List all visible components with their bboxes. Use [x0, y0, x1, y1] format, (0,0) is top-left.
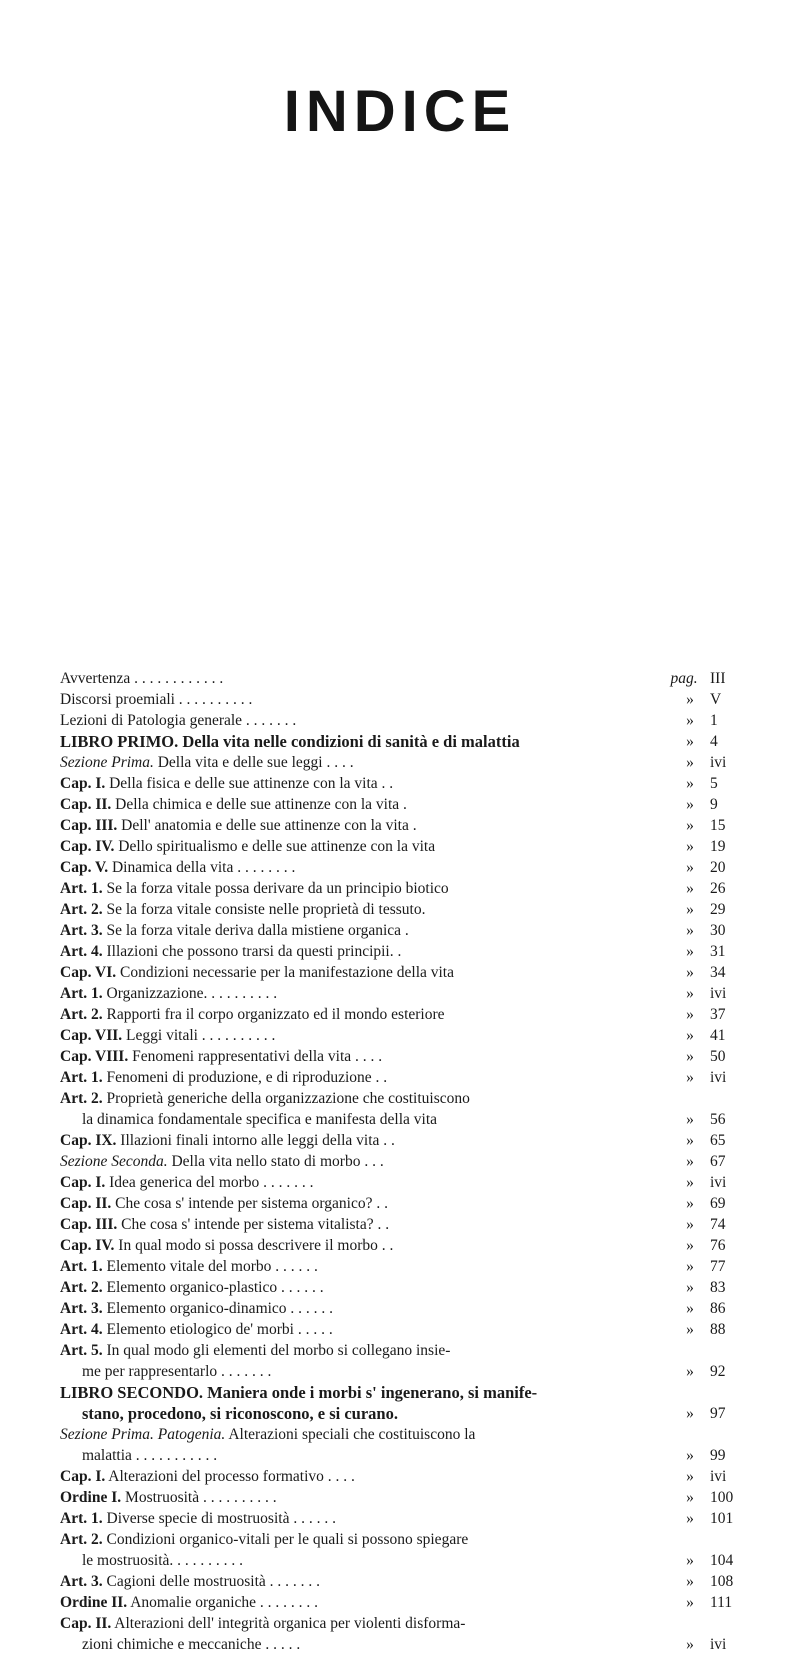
toc-entry	[60, 1424, 740, 1466]
toc-entry	[60, 710, 740, 731]
toc-entry-title: Dello spiritualismo e delle sue attinenze con la vita	[118, 838, 436, 855]
toc-entry-title-continued: zioni chimiche e meccaniche . . . . .	[82, 1636, 301, 1653]
toc-entry-label: Sezione Seconda.	[60, 1153, 168, 1170]
toc-entry-separator: »	[686, 1594, 694, 1611]
toc-entry-label: Cap. IV.	[60, 1237, 115, 1254]
toc-entry-label: Art. 5.	[60, 1342, 103, 1359]
toc-entry-page-number: 74	[710, 1216, 726, 1233]
toc-entry-title: Idea generica del morbo . . . . . . .	[109, 1174, 314, 1191]
toc-entry	[60, 1256, 740, 1277]
toc-entry-label: Sezione Prima. Patogenia.	[60, 1426, 226, 1443]
toc-entry-text	[60, 689, 676, 710]
toc-entry-page-number: 111	[710, 1594, 733, 1611]
toc-entry-page-number: 30	[710, 922, 726, 939]
toc-entry-title: Mostruosità . . . . . . . . . .	[125, 1489, 277, 1506]
toc-entry-title: Elemento organico-dinamico . . . . . .	[106, 1300, 334, 1317]
toc-entry-title: Se la forza vitale possa derivare da un principio biotico	[106, 880, 449, 897]
toc-entry-label: Cap. VIII.	[60, 1048, 129, 1065]
toc-entry	[60, 1067, 740, 1088]
toc-entry-page-number: 101	[710, 1510, 734, 1527]
toc-entry-text	[60, 1235, 676, 1256]
toc-entry-page-number: 100	[710, 1489, 734, 1506]
toc-entry-text	[60, 1130, 676, 1151]
toc-entry-page-number: 5	[710, 775, 718, 792]
toc-entry-title: Dell' anatomia e delle sue attinenze con la vita .	[121, 817, 417, 834]
toc-entry-separator: »	[686, 1636, 694, 1653]
toc-entry-page-number: 34	[710, 964, 726, 981]
toc-entry-title: Condizioni organico-vitali per le quali si possono spiegare	[106, 1531, 469, 1548]
toc-entry-text	[60, 1067, 676, 1088]
toc-entry-label: Art. 4.	[60, 1321, 103, 1338]
toc-entry-page-number: 37	[710, 1006, 726, 1023]
toc-entry-label: Art. 2.	[60, 1531, 103, 1548]
toc-entry-text	[60, 962, 676, 983]
toc-entry-page-number: 104	[710, 1552, 734, 1569]
toc-entry-text	[60, 983, 676, 1004]
toc-entry	[60, 1277, 740, 1298]
toc-entry-title: LIBRO SECONDO. Maniera onde i morbi s' ingenerano, si manife-	[60, 1383, 538, 1402]
toc-entry-separator: »	[686, 691, 694, 708]
toc-entry-title: Condizioni necessarie per la manifestazione della vita	[120, 964, 454, 981]
toc-entry	[60, 1487, 740, 1508]
toc-entry-separator: »	[686, 1405, 694, 1422]
toc-entry-separator: »	[686, 838, 694, 855]
toc-entry	[60, 1235, 740, 1256]
toc-entry-page-number: 69	[710, 1195, 726, 1212]
toc-entry-text	[60, 836, 676, 857]
toc-entry-separator: »	[686, 712, 694, 729]
toc-entry-title: Diverse specie di mostruosità . . . . . .	[106, 1510, 336, 1527]
toc-entry-page-number: ivi	[710, 754, 727, 771]
toc-entry-page-number: 99	[710, 1447, 726, 1464]
toc-entry	[60, 962, 740, 983]
toc-entry-title: Della vita e delle sue leggi . . . .	[157, 754, 354, 771]
toc-entry-label: Cap. I.	[60, 1468, 106, 1485]
toc-entry-separator: »	[686, 985, 694, 1002]
toc-entry-title: Cagioni delle mostruosità . . . . . . .	[106, 1573, 321, 1590]
toc-entry-text	[60, 1508, 676, 1529]
toc-entry-text	[60, 1340, 676, 1382]
toc-entry-separator: »	[686, 1027, 694, 1044]
toc-entry-title: Fenomeni rappresentativi della vita . . . .	[132, 1048, 383, 1065]
toc-entry	[60, 1046, 740, 1067]
toc-entry-label: Art. 1.	[60, 985, 103, 1002]
toc-entry-page-number: 9	[710, 796, 718, 813]
toc-entry-title: Leggi vitali . . . . . . . . . .	[126, 1027, 276, 1044]
toc-entry-title: Elemento vitale del morbo . . . . . .	[106, 1258, 318, 1275]
toc-entry-title: Elemento etiologico de' morbi . . . . .	[106, 1321, 333, 1338]
toc-entry	[60, 983, 740, 1004]
toc-entry-separator: »	[686, 1111, 694, 1128]
toc-entry-title: Alterazioni speciali che costituiscono la	[228, 1426, 476, 1443]
toc-entry-page-number: 92	[710, 1363, 726, 1380]
toc-entry	[60, 1613, 740, 1655]
toc-entry-separator: »	[686, 1510, 694, 1527]
toc-entry-label: Cap. VII.	[60, 1027, 123, 1044]
toc-entry-page-number: 97	[710, 1405, 726, 1422]
toc-entry	[60, 1319, 740, 1340]
toc-entry-title: LIBRO PRIMO. Della vita nelle condizioni di sanità e di malattia	[60, 732, 520, 751]
table-of-contents	[60, 668, 740, 1655]
toc-entry-text	[60, 668, 664, 689]
toc-entry-separator: »	[686, 1153, 694, 1170]
toc-entry-label: Art. 1.	[60, 1510, 103, 1527]
toc-entry-title: Che cosa s' intende per sistema organico? . .	[115, 1195, 388, 1212]
toc-entry-separator: »	[686, 964, 694, 981]
toc-entry-separator: pag.	[670, 670, 698, 687]
toc-entry-title: Proprietà generiche della organizzazione che costituiscono	[106, 1090, 470, 1107]
toc-entry-label: Art. 2.	[60, 1279, 103, 1296]
toc-entry-label: Cap. II.	[60, 796, 112, 813]
toc-entry-page-number: ivi	[710, 985, 727, 1002]
toc-entry-page-number: 29	[710, 901, 726, 918]
toc-entry-text	[60, 1613, 676, 1655]
toc-entry-separator: »	[686, 943, 694, 960]
toc-entry-text	[60, 794, 676, 815]
toc-entry-separator: »	[686, 1132, 694, 1149]
toc-entry-text	[60, 1277, 676, 1298]
toc-entry	[60, 752, 740, 773]
toc-entry-text	[60, 1172, 676, 1193]
toc-entry-page-number: 67	[710, 1153, 726, 1170]
toc-entry-label: Cap. IX.	[60, 1132, 117, 1149]
toc-entry	[60, 1214, 740, 1235]
toc-entry-text	[60, 1298, 676, 1319]
toc-entry	[60, 1340, 740, 1382]
toc-entry-label: Cap. V.	[60, 859, 109, 876]
toc-entry-title-continued: malattia . . . . . . . . . . .	[82, 1447, 218, 1464]
toc-entry-title: In qual modo si possa descrivere il morbo . .	[118, 1237, 394, 1254]
toc-entry-label: Art. 1.	[60, 880, 103, 897]
toc-entry	[60, 836, 740, 857]
toc-entry-title: Fenomeni di produzione, e di riproduzione . .	[106, 1069, 388, 1086]
toc-entry-separator: »	[686, 1468, 694, 1485]
toc-entry-separator: »	[686, 1552, 694, 1569]
toc-entry-separator: »	[686, 817, 694, 834]
toc-entry	[60, 1571, 740, 1592]
toc-entry-text	[60, 773, 676, 794]
toc-entry-text	[60, 1571, 676, 1592]
toc-entry-page-number: 1	[710, 712, 718, 729]
toc-entry-title: Rapporti fra il corpo organizzato ed il mondo esteriore	[106, 1006, 445, 1023]
toc-entry-label: Art. 1.	[60, 1258, 103, 1275]
toc-entry-separator: »	[686, 1321, 694, 1338]
toc-entry-page-number: 108	[710, 1573, 734, 1590]
toc-entry-page-number: 86	[710, 1300, 726, 1317]
toc-entry	[60, 1004, 740, 1025]
toc-entry	[60, 1508, 740, 1529]
toc-entry-title: Se la forza vitale deriva dalla mistiene organica .	[106, 922, 409, 939]
toc-entry-title: Della vita nello stato di morbo . . .	[171, 1153, 384, 1170]
toc-entry	[60, 773, 740, 794]
toc-entry-text	[60, 1214, 676, 1235]
toc-entry-title: Anomalie organiche . . . . . . . .	[130, 1594, 319, 1611]
toc-entry-title: Discorsi proemiali . . . . . . . . . .	[60, 691, 253, 708]
toc-entry-page-number: 4	[710, 733, 718, 750]
toc-entry-page-number: ivi	[710, 1174, 727, 1191]
toc-entry-text	[60, 1046, 676, 1067]
toc-entry	[60, 1151, 740, 1172]
toc-entry	[60, 1298, 740, 1319]
toc-entry-text	[60, 1193, 676, 1214]
toc-entry-text	[60, 815, 676, 836]
toc-entry-page-number: 77	[710, 1258, 726, 1275]
toc-entry	[60, 1130, 740, 1151]
toc-entry-label: Cap. VI.	[60, 964, 117, 981]
toc-entry	[60, 815, 740, 836]
toc-entry-label: Art. 2.	[60, 1006, 103, 1023]
toc-entry-text	[60, 878, 676, 899]
toc-entry-separator: »	[686, 1258, 694, 1275]
toc-entry-text	[60, 752, 676, 773]
toc-entry-separator: »	[686, 1195, 694, 1212]
toc-entry-title: Organizzazione. . . . . . . . . .	[106, 985, 278, 1002]
toc-entry-title: Elemento organico-plastico . . . . . .	[106, 1279, 324, 1296]
toc-entry-text	[60, 1319, 676, 1340]
toc-entry-separator: »	[686, 733, 694, 750]
toc-entry	[60, 731, 740, 752]
toc-entry-label: Cap. III.	[60, 1216, 118, 1233]
toc-entry-label: Art. 3.	[60, 1573, 103, 1590]
toc-entry-text	[60, 1025, 676, 1046]
toc-entry	[60, 941, 740, 962]
toc-entry-page-number: 88	[710, 1321, 726, 1338]
toc-entry-title: Alterazioni dell' integrità organica per violenti disforma-	[114, 1615, 466, 1632]
toc-entry-text	[60, 1382, 676, 1424]
toc-entry-text	[60, 1529, 676, 1571]
toc-entry-label: Cap. I.	[60, 1174, 106, 1191]
toc-entry-text	[60, 1592, 676, 1613]
toc-entry-page-number: 31	[710, 943, 726, 960]
toc-entry	[60, 1382, 740, 1424]
toc-entry-page-number: 15	[710, 817, 726, 834]
toc-entry-text	[60, 899, 676, 920]
toc-entry-label: Art. 1.	[60, 1069, 103, 1086]
toc-entry-text	[60, 1151, 676, 1172]
toc-entry-title-continued: le mostruosità. . . . . . . . . .	[82, 1552, 244, 1569]
toc-entry-separator: »	[686, 901, 694, 918]
toc-entry-page-number: ivi	[710, 1468, 727, 1485]
toc-entry-text	[60, 1256, 676, 1277]
toc-entry-separator: »	[686, 1447, 694, 1464]
toc-entry-title: Illazioni che possono trarsi da questi principii. .	[106, 943, 402, 960]
toc-entry-title: Alterazioni del processo formativo . . . .	[108, 1468, 355, 1485]
toc-entry-title-continued: la dinamica fondamentale specifica e manifesta della vita	[82, 1111, 438, 1128]
toc-entry-title: Della chimica e delle sue attinenze con la vita .	[115, 796, 407, 813]
toc-entry-separator: »	[686, 1489, 694, 1506]
toc-entry-text	[60, 1004, 676, 1025]
toc-entry	[60, 1172, 740, 1193]
toc-entry-text	[60, 941, 676, 962]
toc-entry-label: Art. 3.	[60, 922, 103, 939]
toc-entry	[60, 1529, 740, 1571]
toc-entry-separator: »	[686, 922, 694, 939]
toc-entry-page-number: III	[710, 670, 726, 687]
toc-entry-separator: »	[686, 1363, 694, 1380]
toc-entry-separator: »	[686, 1069, 694, 1086]
toc-entry-separator: »	[686, 1174, 694, 1191]
toc-entry	[60, 1466, 740, 1487]
toc-entry-title-continued: me per rappresentarlo . . . . . . .	[82, 1363, 272, 1380]
toc-entry-title: Che cosa s' intende per sistema vitalista? . .	[121, 1216, 390, 1233]
toc-entry-text	[60, 1088, 676, 1130]
toc-entry-label: Cap. II.	[60, 1615, 112, 1632]
toc-entry	[60, 1193, 740, 1214]
toc-entry-title: In qual modo gli elementi del morbo si collegano insie-	[106, 1342, 451, 1359]
toc-entry-label: Art. 2.	[60, 1090, 103, 1107]
toc-entry-page-number: 20	[710, 859, 726, 876]
toc-entry-page-number: 50	[710, 1048, 726, 1065]
toc-entry-page-number: ivi	[710, 1069, 727, 1086]
toc-entry-page-number: 56	[710, 1111, 726, 1128]
toc-entry	[60, 920, 740, 941]
toc-entry-label: Art. 2.	[60, 901, 103, 918]
toc-entry-label: Cap. IV.	[60, 838, 115, 855]
toc-entry-page-number: 41	[710, 1027, 726, 1044]
toc-entry-label: Art. 3.	[60, 1300, 103, 1317]
toc-entry-label: Ordine II.	[60, 1594, 128, 1611]
toc-entry-label: Cap. I.	[60, 775, 106, 792]
toc-entry-page-number: 65	[710, 1132, 726, 1149]
toc-entry-text	[60, 1424, 676, 1466]
toc-entry-label: Art. 4.	[60, 943, 103, 960]
toc-entry-page-number: ivi	[710, 1636, 727, 1653]
toc-entry-title: Dinamica della vita . . . . . . . .	[111, 859, 296, 876]
toc-entry	[60, 689, 740, 710]
toc-entry-label: Sezione Prima.	[60, 754, 154, 771]
toc-entry-text	[60, 857, 676, 878]
toc-entry	[60, 857, 740, 878]
toc-entry-separator: »	[686, 1279, 694, 1296]
toc-entry-page-number: 83	[710, 1279, 726, 1296]
toc-entry-title: Se la forza vitale consiste nelle proprietà di tessuto.	[106, 901, 426, 918]
toc-entry-separator: »	[686, 1216, 694, 1233]
toc-entry-page-number: V	[710, 691, 722, 708]
toc-entry-separator: »	[686, 1237, 694, 1254]
toc-entry-label: Ordine I.	[60, 1489, 122, 1506]
toc-entry	[60, 668, 740, 689]
toc-entry-page-number: 26	[710, 880, 726, 897]
toc-entry-text	[60, 731, 676, 752]
toc-entry-separator: »	[686, 1573, 694, 1590]
toc-entry-title: Della fisica e delle sue attinenze con la vita . .	[109, 775, 394, 792]
toc-entry-title-continued: stano, procedono, si riconoscono, e si curano.	[82, 1404, 398, 1423]
toc-entry-title: Lezioni di Patologia generale . . . . . . .	[60, 712, 297, 729]
toc-entry-text	[60, 1466, 676, 1487]
toc-entry-text	[60, 920, 676, 941]
toc-entry	[60, 899, 740, 920]
toc-entry-separator: »	[686, 796, 694, 813]
page-title: INDICE	[283, 79, 517, 144]
toc-entry-separator: »	[686, 859, 694, 876]
toc-entry	[60, 1592, 740, 1613]
toc-entry-page-number: 19	[710, 838, 726, 855]
toc-entry	[60, 878, 740, 899]
toc-entry-text	[60, 710, 676, 731]
toc-entry-separator: »	[686, 1048, 694, 1065]
toc-entry-separator: »	[686, 1300, 694, 1317]
toc-entry	[60, 1025, 740, 1046]
toc-entry-title: Avvertenza . . . . . . . . . . . .	[60, 670, 224, 687]
toc-entry-separator: »	[686, 754, 694, 771]
toc-entry-separator: »	[686, 1006, 694, 1023]
toc-entry-label: Cap. II.	[60, 1195, 112, 1212]
toc-entry-label: Cap. III.	[60, 817, 118, 834]
toc-entry-text	[60, 1487, 676, 1508]
toc-entry	[60, 794, 740, 815]
toc-entry-title: Illazioni finali intorno alle leggi della vita . .	[120, 1132, 395, 1149]
toc-entry-separator: »	[686, 880, 694, 897]
toc-entry-page-number: 76	[710, 1237, 726, 1254]
toc-entry-separator: »	[686, 775, 694, 792]
toc-entry	[60, 1088, 740, 1130]
